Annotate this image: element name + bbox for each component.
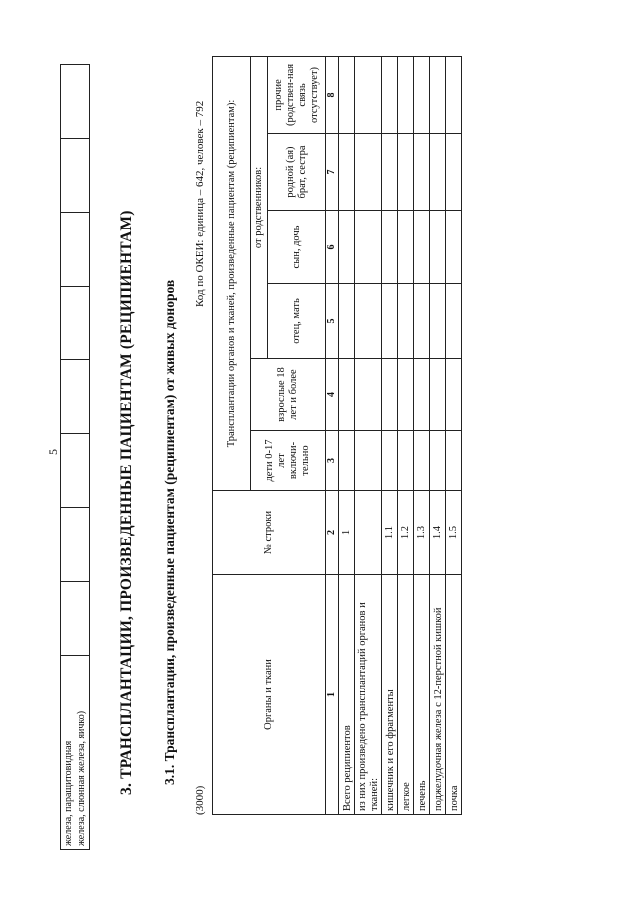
data-cell[interactable] bbox=[382, 359, 398, 431]
previous-table-cell bbox=[61, 138, 90, 212]
data-cell[interactable] bbox=[446, 211, 462, 284]
table-row bbox=[446, 56, 462, 814]
data-cell[interactable] bbox=[430, 134, 446, 211]
header-organs: Органы и ткани bbox=[213, 575, 326, 815]
data-cell[interactable] bbox=[355, 56, 382, 133]
row-number: 1 bbox=[339, 491, 355, 575]
row-label: поджелудочная железа с 12-перстной кишкой bbox=[430, 575, 446, 815]
row-number: 1.4 bbox=[430, 491, 446, 575]
column-number: 5 bbox=[326, 284, 339, 359]
previous-table-cell bbox=[61, 360, 90, 434]
data-cell[interactable] bbox=[430, 359, 446, 431]
header-adults: взрослые 18 лет и более bbox=[251, 359, 326, 431]
data-cell[interactable] bbox=[446, 56, 462, 133]
column-number: 4 bbox=[326, 359, 339, 431]
data-cell[interactable] bbox=[446, 431, 462, 491]
row-number: 1.1 bbox=[382, 491, 398, 575]
table-code: (3000) bbox=[194, 785, 206, 815]
data-cell[interactable] bbox=[398, 284, 414, 359]
data-cell[interactable] bbox=[382, 211, 398, 284]
table-row bbox=[430, 56, 446, 814]
data-cell[interactable] bbox=[398, 359, 414, 431]
data-cell[interactable] bbox=[382, 134, 398, 211]
data-cell[interactable] bbox=[339, 359, 355, 431]
row-number: 1.5 bbox=[446, 491, 462, 575]
data-cell[interactable] bbox=[414, 211, 430, 284]
data-cell[interactable] bbox=[430, 431, 446, 491]
data-cell[interactable] bbox=[339, 56, 355, 133]
data-cell[interactable] bbox=[414, 284, 430, 359]
table-row bbox=[414, 56, 430, 814]
section-title: 3. ТРАНСПЛАНТАЦИИ, ПРОИЗВЕДЕННЫЕ ПАЦИЕНТАМ (РЕЦИПИЕНТАМ) bbox=[118, 210, 135, 795]
header-children: дети 0-17 лет включи-тельно bbox=[251, 431, 326, 491]
data-cell[interactable] bbox=[414, 56, 430, 133]
data-cell[interactable] bbox=[446, 134, 462, 211]
previous-table-label bbox=[61, 656, 90, 850]
column-number: 8 bbox=[326, 56, 339, 133]
data-cell[interactable] bbox=[398, 56, 414, 133]
previous-table-line-1: железа, паращитовидная bbox=[63, 740, 74, 846]
header-row-no: № строки bbox=[213, 491, 326, 575]
okei-code: Код по ОКЕИ: единица – 642, человек – 792 bbox=[194, 100, 206, 307]
row-number: 1.3 bbox=[414, 491, 430, 575]
transplant-table bbox=[212, 56, 462, 815]
previous-table-fragment bbox=[60, 64, 90, 850]
column-number: 7 bbox=[326, 134, 339, 211]
header-child: сын, дочь bbox=[268, 211, 326, 284]
data-cell[interactable] bbox=[382, 284, 398, 359]
column-number: 1 bbox=[326, 575, 339, 815]
row-label: легкое bbox=[398, 575, 414, 815]
table-row bbox=[382, 56, 398, 814]
data-cell[interactable] bbox=[355, 211, 382, 284]
header-other: прочие (родствен-ная связь отсутствует) bbox=[268, 56, 326, 133]
table-row bbox=[355, 56, 382, 814]
previous-table-cell bbox=[61, 212, 90, 286]
data-cell[interactable] bbox=[355, 359, 382, 431]
row-label: почка bbox=[446, 575, 462, 815]
data-cell[interactable] bbox=[430, 56, 446, 133]
previous-table-row bbox=[61, 65, 90, 850]
data-cell[interactable] bbox=[446, 284, 462, 359]
column-number-row bbox=[326, 56, 339, 814]
data-cell[interactable] bbox=[382, 56, 398, 133]
header-sibling: родной (ая) брат, сестра bbox=[268, 134, 326, 211]
data-cell[interactable] bbox=[398, 211, 414, 284]
data-cell[interactable] bbox=[446, 359, 462, 431]
header-group: Трансплантации органов и тканей, произведенные пациентам (реципиентам): bbox=[213, 56, 251, 490]
previous-table-cell bbox=[61, 508, 90, 582]
data-cell[interactable] bbox=[339, 284, 355, 359]
data-cell[interactable] bbox=[398, 431, 414, 491]
previous-table-line-2: железа, слюнная железа, яичко) bbox=[76, 710, 87, 846]
data-cell[interactable] bbox=[430, 211, 446, 284]
data-cell[interactable] bbox=[382, 431, 398, 491]
header-row bbox=[213, 56, 251, 814]
previous-table-cell bbox=[61, 434, 90, 508]
data-cell[interactable] bbox=[398, 134, 414, 211]
column-number: 6 bbox=[326, 211, 339, 284]
data-cell[interactable] bbox=[355, 134, 382, 211]
data-cell[interactable] bbox=[414, 431, 430, 491]
row-number: 1.2 bbox=[398, 491, 414, 575]
row-number bbox=[355, 491, 382, 575]
data-cell[interactable] bbox=[355, 431, 382, 491]
data-cell[interactable] bbox=[355, 284, 382, 359]
data-cell[interactable] bbox=[414, 134, 430, 211]
row-label: печень bbox=[414, 575, 430, 815]
data-cell[interactable] bbox=[339, 431, 355, 491]
data-cell[interactable] bbox=[430, 284, 446, 359]
row-label: из них произведено трансплантаций органов и тканей: bbox=[355, 575, 382, 815]
previous-table-cell bbox=[61, 286, 90, 360]
data-cell[interactable] bbox=[339, 211, 355, 284]
data-cell[interactable] bbox=[339, 134, 355, 211]
column-number: 2 bbox=[326, 491, 339, 575]
subsection-title: 3.1. Трансплантации, произведенные пациентам (реципиентам) от живых доноров bbox=[162, 279, 177, 785]
row-label: кишечник и его фрагменты bbox=[382, 575, 398, 815]
row-label: Всего реципиентов bbox=[339, 575, 355, 815]
header-relatives: от родственников: bbox=[251, 56, 268, 358]
data-cell[interactable] bbox=[414, 359, 430, 431]
previous-table-cell bbox=[61, 65, 90, 139]
previous-table-cell bbox=[61, 582, 90, 656]
table-row bbox=[398, 56, 414, 814]
page-number: 5 bbox=[46, 449, 60, 455]
column-number: 3 bbox=[326, 431, 339, 491]
table-row bbox=[339, 56, 355, 814]
header-parent: отец, мать bbox=[268, 284, 326, 359]
